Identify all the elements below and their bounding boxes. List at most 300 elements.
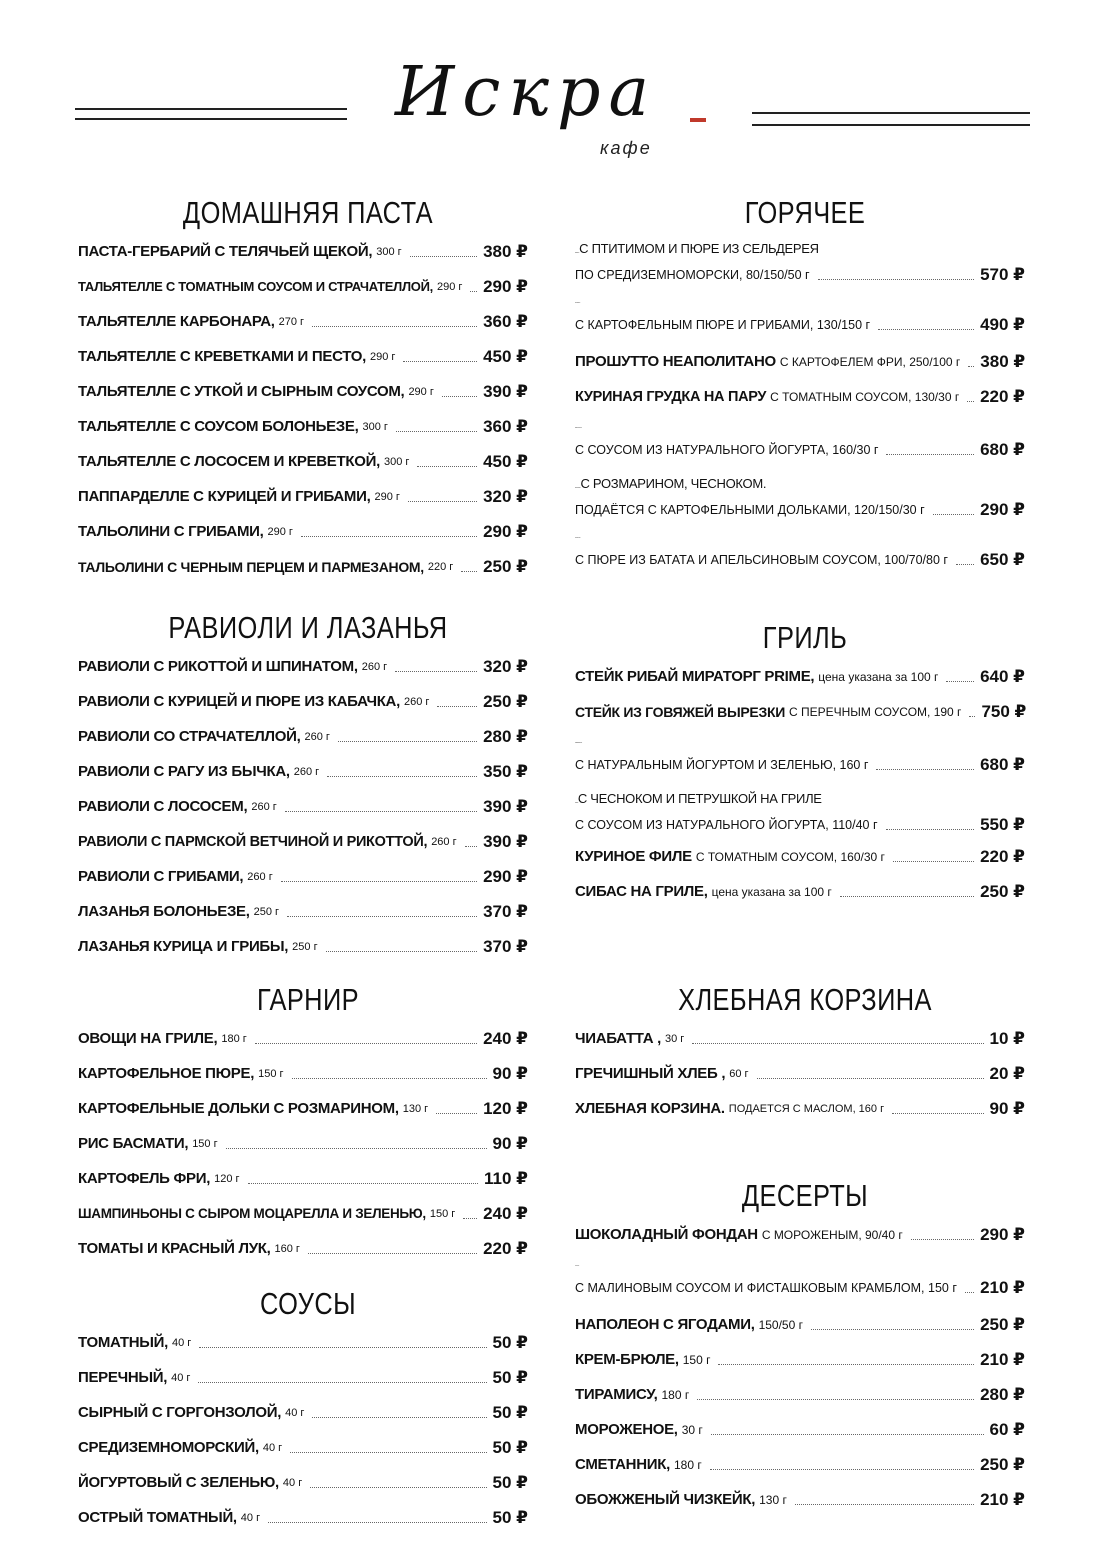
logo-accent-dash xyxy=(690,118,706,122)
menu-item-price: 250 ₽ xyxy=(483,692,528,711)
menu-item-name: СТЕЙК ИЗ ФИЛЕ ЛОСОСЯ xyxy=(575,743,582,744)
dot-leader xyxy=(933,514,974,515)
dot-leader xyxy=(876,769,974,770)
menu-item-name: ГРЕЧИШНЫЙ ХЛЕБ , xyxy=(575,1065,726,1082)
menu-item-price: 280 ₽ xyxy=(980,1385,1025,1404)
menu-item-row xyxy=(78,522,528,542)
menu-item-price: 390 ₽ xyxy=(483,797,528,816)
menu-item-title-line xyxy=(575,733,1035,755)
menu-item-row xyxy=(78,1403,528,1423)
menu-item-row xyxy=(78,762,528,782)
menu-header xyxy=(0,0,1105,170)
menu-item-row xyxy=(78,832,528,852)
menu-item-price: 90 ₽ xyxy=(989,1099,1025,1118)
menu-item-price: 50 ₽ xyxy=(492,1333,528,1352)
menu-item xyxy=(78,306,538,341)
menu-item-weight: 160 г xyxy=(274,1243,300,1255)
menu-item-price: 250 ₽ xyxy=(980,1315,1025,1334)
menu-item-price: 220 ₽ xyxy=(980,387,1025,406)
menu-item-row xyxy=(575,1350,1025,1370)
dot-leader xyxy=(437,706,477,707)
menu-item-row xyxy=(78,692,528,712)
menu-item xyxy=(78,516,538,551)
dot-leader xyxy=(403,361,477,362)
menu-item-price: 90 ₽ xyxy=(492,1064,528,1083)
menu-item-weight: 300 г xyxy=(362,421,388,433)
menu-item xyxy=(575,291,1035,346)
dot-leader xyxy=(226,1148,487,1149)
menu-item-price: 450 ₽ xyxy=(483,452,528,471)
menu-item-row xyxy=(78,1169,528,1189)
menu-item-row xyxy=(78,277,528,297)
dot-leader xyxy=(911,1239,974,1240)
menu-item-name: ТОМАТНЫЙ, xyxy=(78,1334,168,1351)
desserts-list xyxy=(575,1219,1035,1519)
menu-item-weight: 60 г xyxy=(729,1068,749,1080)
menu-item-note: С ТОМАТНЫМ СОУСОМ, 160/30 г xyxy=(695,850,885,864)
dot-leader xyxy=(287,916,477,917)
dot-leader xyxy=(470,291,477,292)
menu-item-price: 220 ₽ xyxy=(980,847,1025,866)
menu-item-row xyxy=(78,417,528,437)
menu-item-row xyxy=(78,1064,528,1084)
menu-item-name: РАВИОЛИ С РИКОТТОЙ И ШПИНАТОМ, xyxy=(78,658,358,675)
menu-item-price: 50 ₽ xyxy=(492,1368,528,1387)
menu-item-weight: 290 г xyxy=(408,386,434,398)
menu-item-row xyxy=(575,500,1025,520)
menu-item-name: ФИЛЕ ЛОСОСЯ НА ПАРУ xyxy=(575,428,582,429)
menu-item-row xyxy=(78,1099,528,1119)
menu-item-row xyxy=(78,657,528,677)
ravioli-list xyxy=(78,651,538,966)
menu-item-description: С МАЛИНОВЫМ СОУСОМ И ФИСТАШКОВЫМ КРАМБЛОМ, 150 г xyxy=(575,1281,957,1295)
menu-item-weight: 260 г xyxy=(247,871,273,883)
section-title: РАВИОЛИ И ЛАЗАНЬЯ xyxy=(168,610,448,645)
menu-item xyxy=(78,1128,538,1163)
section-sauces xyxy=(78,1281,538,1537)
menu-item-row xyxy=(78,1134,528,1154)
menu-item xyxy=(78,896,538,931)
sauces-list xyxy=(78,1327,538,1537)
menu-item xyxy=(78,1502,538,1537)
menu-item-weight: 250 г xyxy=(253,906,280,918)
menu-item-row xyxy=(78,312,528,332)
menu-item-weight: 250 г xyxy=(292,941,318,953)
menu-item xyxy=(78,1023,538,1058)
menu-item-row xyxy=(78,867,528,887)
menu-item-price: 570 ₽ xyxy=(980,265,1025,284)
menu-item xyxy=(78,791,538,826)
menu-item-row xyxy=(78,347,528,367)
bread-list xyxy=(575,1023,1035,1128)
menu-item-note: С МОРОЖЕНЫМ, 90/40 г xyxy=(761,1228,903,1242)
menu-item-row xyxy=(78,1508,528,1528)
dot-leader xyxy=(965,1292,974,1293)
menu-item xyxy=(575,236,1035,291)
menu-item-price: 550 ₽ xyxy=(980,815,1025,834)
menu-item xyxy=(78,1198,538,1233)
menu-item-weight: 270 г xyxy=(278,316,305,328)
menu-item-name: ОСТРЫЙ ТОМАТНЫЙ, xyxy=(78,1509,237,1526)
menu-item xyxy=(575,346,1035,381)
dot-leader xyxy=(310,1487,486,1488)
menu-item-name: ТОМАТЫ И КРАСНЫЙ ЛУК, xyxy=(78,1240,271,1257)
menu-item-weight: 260 г xyxy=(361,661,388,673)
dot-leader xyxy=(255,1043,477,1044)
menu-item-name: КРЕВЕТКИ xyxy=(575,803,578,804)
menu-item-price: 360 ₽ xyxy=(483,312,528,331)
section-title: СОУСЫ xyxy=(259,1286,357,1321)
menu-item-title-line xyxy=(575,473,1035,500)
menu-item-price: 250 ₽ xyxy=(980,882,1025,901)
menu-item-row xyxy=(575,440,1025,460)
menu-item-row xyxy=(78,797,528,817)
menu-item-weight: 290 г xyxy=(374,491,400,503)
menu-item-description: ПОДАЁТСЯ С КАРТОФЕЛЬНЫМИ ДОЛЬКАМИ, 120/150/30 г xyxy=(575,503,925,517)
menu-item-row xyxy=(78,1239,528,1259)
menu-item-name: КАРТОФЕЛЬНЫЕ ДОЛЬКИ С РОЗМАРИНОМ, xyxy=(78,1100,399,1117)
menu-item-price: 640 ₽ xyxy=(980,667,1025,686)
menu-item xyxy=(575,876,1035,911)
menu-item-row xyxy=(575,1225,1025,1245)
menu-item-weight: 40 г xyxy=(262,1442,283,1454)
section-pasta xyxy=(78,190,538,586)
menu-item-row xyxy=(575,755,1025,775)
menu-item-note: 150 г xyxy=(682,1353,711,1367)
menu-item-price: 280 ₽ xyxy=(483,727,528,746)
menu-item-name: КРЕМ-БРЮЛЕ, xyxy=(575,1351,679,1368)
menu-item xyxy=(78,551,538,586)
menu-item-note: С РОЗМАРИНОМ, ЧЕСНОКОМ. xyxy=(580,476,767,491)
menu-item-name: СЫРНЫЙ С ГОРГОНЗОЛОЙ, xyxy=(78,1404,282,1421)
menu-item-weight: 40 г xyxy=(282,1477,303,1489)
section-title: ГРИЛЬ xyxy=(762,620,848,655)
menu-item-row xyxy=(575,702,1025,722)
menu-item-row xyxy=(78,1438,528,1458)
menu-item-price: 350 ₽ xyxy=(483,762,528,781)
dot-leader xyxy=(946,681,974,682)
menu-item-row xyxy=(78,382,528,402)
menu-item-note: 130 г xyxy=(759,1493,787,1507)
menu-item xyxy=(78,686,538,721)
menu-item-row xyxy=(78,487,528,507)
menu-item-description: С КАРТОФЕЛЬНЫМ ПЮРЕ И ГРИБАМИ, 130/150 г xyxy=(575,318,871,332)
menu-item-row xyxy=(575,1278,1025,1298)
menu-item-price: 290 ₽ xyxy=(483,867,528,886)
menu-item-weight: 120 г xyxy=(214,1173,240,1185)
dot-leader xyxy=(463,1218,477,1219)
dot-leader xyxy=(886,454,974,455)
menu-item-row xyxy=(575,1490,1025,1510)
section-title: ДЕСЕРТЫ xyxy=(741,1178,869,1213)
hot-list xyxy=(575,236,1035,581)
menu-item-weight: 260 г xyxy=(431,836,457,848)
menu-item-row xyxy=(78,1029,528,1049)
dot-leader xyxy=(199,1347,486,1348)
menu-item xyxy=(575,416,1035,471)
menu-item xyxy=(575,381,1035,416)
dot-leader xyxy=(840,896,974,897)
dot-leader xyxy=(442,396,477,397)
menu-item-row xyxy=(575,1455,1025,1475)
menu-item-row xyxy=(575,1385,1025,1405)
menu-item xyxy=(575,696,1035,731)
menu-item-row xyxy=(78,937,528,957)
menu-item-price: 50 ₽ xyxy=(492,1403,528,1422)
section-hot xyxy=(575,190,1035,581)
dot-leader xyxy=(956,564,974,565)
menu-item-weight: 290 г xyxy=(267,526,293,538)
menu-item-weight: 260 г xyxy=(304,731,330,743)
dot-leader xyxy=(248,1183,479,1184)
menu-item-name: РИС БАСМАТИ, xyxy=(78,1135,189,1152)
dot-leader xyxy=(338,741,477,742)
menu-item xyxy=(575,841,1035,876)
header-rule-right-top xyxy=(752,112,1030,114)
menu-item-name: ТАЛЬОЛИНИ С ГРИБАМИ, xyxy=(78,523,264,540)
menu-item-price: 120 ₽ xyxy=(483,1099,528,1118)
menu-item-title-line xyxy=(575,418,1035,440)
menu-item-price: 50 ₽ xyxy=(492,1438,528,1457)
menu-item-row xyxy=(575,847,1025,867)
menu-item-weight: ПОДАЕТСЯ С МАСЛОМ, 160 г xyxy=(728,1103,885,1115)
menu-item xyxy=(78,1163,538,1198)
section-ravioli xyxy=(78,605,538,966)
dot-leader xyxy=(312,1417,486,1418)
dot-leader xyxy=(710,1469,974,1470)
menu-item xyxy=(575,1309,1035,1344)
menu-item-note: С ПТИТИМОМ И ПЮРЕ ИЗ СЕЛЬДЕРЕЯ xyxy=(579,241,819,256)
menu-item xyxy=(78,931,538,966)
menu-item-weight: 300 г xyxy=(383,456,410,468)
menu-item xyxy=(78,1233,538,1268)
grill-list xyxy=(575,661,1035,911)
menu-item-name: РАВИОЛИ С РАГУ ИЗ БЫЧКА, xyxy=(78,763,290,780)
dot-leader xyxy=(878,329,974,330)
dot-leader xyxy=(292,1078,487,1079)
menu-item-price: 240 ₽ xyxy=(483,1029,528,1048)
dot-leader xyxy=(465,846,477,847)
header-rule-left-top xyxy=(75,108,347,110)
menu-item-row xyxy=(78,727,528,747)
dot-leader xyxy=(326,951,478,952)
menu-item xyxy=(78,411,538,446)
menu-item-row xyxy=(575,1064,1025,1084)
menu-item xyxy=(575,1093,1035,1128)
section-title: ХЛЕБНАЯ КОРЗИНА xyxy=(678,982,932,1017)
menu-item-name: ЧИАБАТТА , xyxy=(575,1030,661,1047)
menu-item xyxy=(78,1467,538,1502)
menu-item-description: ПО СРЕДИЗЕМНОМОРСКИ, 80/150/50 г xyxy=(575,268,810,282)
section-desserts xyxy=(575,1173,1035,1519)
menu-item-price: 680 ₽ xyxy=(980,440,1025,459)
menu-item-row xyxy=(78,1368,528,1388)
dot-leader xyxy=(795,1504,974,1505)
menu-item-name: НАПОЛЕОН С ЯГОДАМИ, xyxy=(575,1316,755,1333)
dot-leader xyxy=(308,1253,477,1254)
menu-item xyxy=(575,1058,1035,1093)
header-rule-right-bottom xyxy=(752,124,1030,126)
menu-item xyxy=(78,446,538,481)
dot-leader xyxy=(718,1364,974,1365)
menu-item-price: 250 ₽ xyxy=(980,1455,1025,1474)
menu-item-weight: 150 г xyxy=(192,1138,218,1150)
menu-item xyxy=(575,1254,1035,1309)
header-rule-left-bottom xyxy=(75,118,347,120)
menu-item-note: С ПЕРЕЧНЫМ СОУСОМ, 190 г xyxy=(788,705,962,719)
pasta-list xyxy=(78,236,538,586)
menu-item-name: ТАЛЬЯТЕЛЛЕ КАРБОНАРА, xyxy=(78,313,275,330)
menu-item-price: 390 ₽ xyxy=(483,832,528,851)
menu-item-name: ФИЛЕ СИБАСА xyxy=(575,253,580,254)
menu-item-name: ЛАЗАНЬЯ БОЛОНЬЕЗЕ, xyxy=(78,903,250,920)
menu-item-name: ПАППАРДЕЛЛЕ С КУРИЦЕЙ И ГРИБАМИ, xyxy=(78,488,371,505)
menu-item-description: С НАТУРАЛЬНЫМ ЙОГУРТОМ И ЗЕЛЕНЬЮ, 160 г xyxy=(575,758,869,772)
menu-item xyxy=(78,341,538,376)
dot-leader xyxy=(893,861,974,862)
menu-item-name: СРЕДИЗЕМНОМОРСКИЙ, xyxy=(78,1439,259,1456)
menu-item-weight: 40 г xyxy=(285,1407,305,1419)
menu-item-weight: 30 г xyxy=(665,1033,685,1045)
menu-item-price: 50 ₽ xyxy=(492,1473,528,1492)
menu-item-description: С ПЮРЕ ИЗ БАТАТА И АПЕЛЬСИНОВЫМ СОУСОМ, 100/70/80 г xyxy=(575,553,948,567)
menu-item-price: 110 ₽ xyxy=(484,1169,528,1188)
dot-leader xyxy=(697,1399,974,1400)
menu-item-price: 680 ₽ xyxy=(980,755,1025,774)
dot-leader xyxy=(711,1434,984,1435)
menu-item-price: 750 ₽ xyxy=(981,702,1027,721)
menu-item xyxy=(78,1058,538,1093)
menu-item-title-line xyxy=(575,1256,1035,1278)
menu-item-name: ЛАЗАНЬЯ КУРИЦА И ГРИБЫ, xyxy=(78,938,289,955)
menu-item-note: цена указана за 100 г xyxy=(818,670,939,684)
menu-item xyxy=(78,1362,538,1397)
menu-item xyxy=(575,786,1035,841)
menu-item-row xyxy=(575,667,1025,687)
dot-leader xyxy=(692,1043,983,1044)
dot-leader xyxy=(408,501,477,502)
menu-item-description: С СОУСОМ ИЗ НАТУРАЛЬНОГО ЙОГУРТА, 160/30 г xyxy=(575,443,879,457)
menu-item-row xyxy=(575,1420,1025,1440)
dot-leader xyxy=(757,1078,984,1079)
menu-item-weight: 290 г xyxy=(369,351,396,363)
menu-item-name: ЗАПЕЧЕННАЯ УТКА xyxy=(575,538,581,539)
menu-item-name: СИБАС НА ГРИЛЕ, xyxy=(575,883,708,900)
menu-item-weight: 260 г xyxy=(403,696,430,708)
section-bread xyxy=(575,977,1035,1128)
menu-item-price: 360 ₽ xyxy=(483,417,528,436)
menu-item-name: РАВИОЛИ СО СТРАЧАТЕЛЛОЙ, xyxy=(78,728,301,745)
menu-item-note: 150/50 г xyxy=(758,1318,803,1332)
menu-item-row xyxy=(78,1204,528,1224)
menu-item-name: КАРТОФЕЛЬ ФРИ, xyxy=(78,1170,211,1187)
menu-item-price: 380 ₽ xyxy=(483,242,528,261)
cafe-logo: Искра xyxy=(395,53,658,132)
menu-item-price: 210 ₽ xyxy=(980,1490,1025,1509)
menu-item-row xyxy=(78,1333,528,1353)
menu-item xyxy=(78,861,538,896)
menu-item-row xyxy=(78,452,528,472)
menu-item-weight: 130 г xyxy=(402,1103,429,1115)
menu-item-name: ТАЛЬЯТЕЛЛЕ С УТКОЙ И СЫРНЫМ СОУСОМ, xyxy=(78,383,405,400)
menu-item-row xyxy=(575,387,1025,407)
menu-item-price: 290 ₽ xyxy=(980,500,1025,519)
menu-item xyxy=(78,721,538,756)
menu-item xyxy=(78,481,538,516)
dot-leader xyxy=(290,1452,486,1453)
menu-item xyxy=(78,1093,538,1128)
menu-item xyxy=(575,1023,1035,1058)
menu-item-name: КУРИНАЯ ГРУДКА НА ПАРУ xyxy=(575,389,767,405)
menu-item-name: БЕДРО ЦЫПЛЕНКА xyxy=(575,488,581,489)
menu-item xyxy=(78,1327,538,1362)
menu-item-title-line xyxy=(575,528,1035,550)
menu-item-weight: 150 г xyxy=(258,1068,284,1080)
menu-item-row xyxy=(78,902,528,922)
menu-item xyxy=(78,826,538,861)
menu-item-weight: 290 г xyxy=(436,281,463,293)
menu-item-weight: 260 г xyxy=(293,766,320,778)
menu-item-price: 320 ₽ xyxy=(483,657,528,676)
menu-item-note: С КАРТОФЕЛЕМ ФРИ, 250/100 г xyxy=(779,355,961,369)
menu-item-row xyxy=(575,265,1025,285)
dot-leader xyxy=(892,1113,983,1114)
menu-item-row xyxy=(575,315,1025,335)
menu-item-weight: 220 г xyxy=(427,561,454,573)
dot-leader xyxy=(436,1113,477,1114)
menu-item-row xyxy=(575,1315,1025,1335)
menu-item xyxy=(78,236,538,271)
menu-item-name: РАВИОЛИ С ЛОСОСЕМ, xyxy=(78,798,248,815)
menu-item xyxy=(575,1414,1035,1449)
menu-item-row xyxy=(575,882,1025,902)
dot-leader xyxy=(968,366,974,367)
menu-item-name: ОБОЖЖЕНЫЙ ЧИЗКЕЙК, xyxy=(575,1491,756,1508)
menu-item-row xyxy=(575,550,1025,570)
dot-leader xyxy=(396,431,477,432)
menu-item-row xyxy=(78,1473,528,1493)
cafe-logo-subtitle: кафе xyxy=(600,138,652,158)
menu-item-name: ТАЛЬЯТЕЛЛЕ С ТОМАТНЫМ СОУСОМ И СТРАЧАТЕЛЛОЙ, xyxy=(78,279,433,294)
dot-leader xyxy=(410,256,477,257)
section-grill xyxy=(575,615,1035,911)
section-title: ГАРНИР xyxy=(256,982,360,1017)
menu-item xyxy=(78,271,538,306)
garnish-list xyxy=(78,1023,538,1268)
menu-item-price: 290 ₽ xyxy=(483,277,528,296)
menu-item-note: С ЧЕСНОКОМ И ПЕТРУШКОЙ НА ГРИЛЕ xyxy=(577,791,822,806)
dot-leader xyxy=(417,466,477,467)
menu-item xyxy=(575,526,1035,581)
menu-item-name: ТАЛЬЯТЕЛЛЕ С КРЕВЕТКАМИ И ПЕСТО, xyxy=(78,348,366,365)
menu-item xyxy=(78,756,538,791)
menu-item-name: ШОКОЛАДНЫЙ ФОНДАН xyxy=(575,1226,758,1243)
menu-item xyxy=(575,731,1035,786)
dot-leader xyxy=(301,536,477,537)
menu-item-weight: 300 г xyxy=(376,246,402,258)
menu-item-price: 90 ₽ xyxy=(492,1134,528,1153)
menu-item-name: РАВИОЛИ С КУРИЦЕЙ И ПЮРЕ ИЗ КАБАЧКА, xyxy=(78,693,400,710)
menu-item-price: 210 ₽ xyxy=(980,1350,1025,1369)
menu-item-price: 50 ₽ xyxy=(492,1508,528,1527)
menu-item xyxy=(575,1219,1035,1254)
menu-item-row xyxy=(575,352,1025,372)
dot-leader xyxy=(327,776,477,777)
menu-item-note: цена указана за 100 г xyxy=(711,885,832,899)
menu-item-weight: 180 г xyxy=(221,1033,247,1045)
menu-item-price: 320 ₽ xyxy=(483,487,528,506)
menu-item-price: 220 ₽ xyxy=(483,1239,528,1258)
